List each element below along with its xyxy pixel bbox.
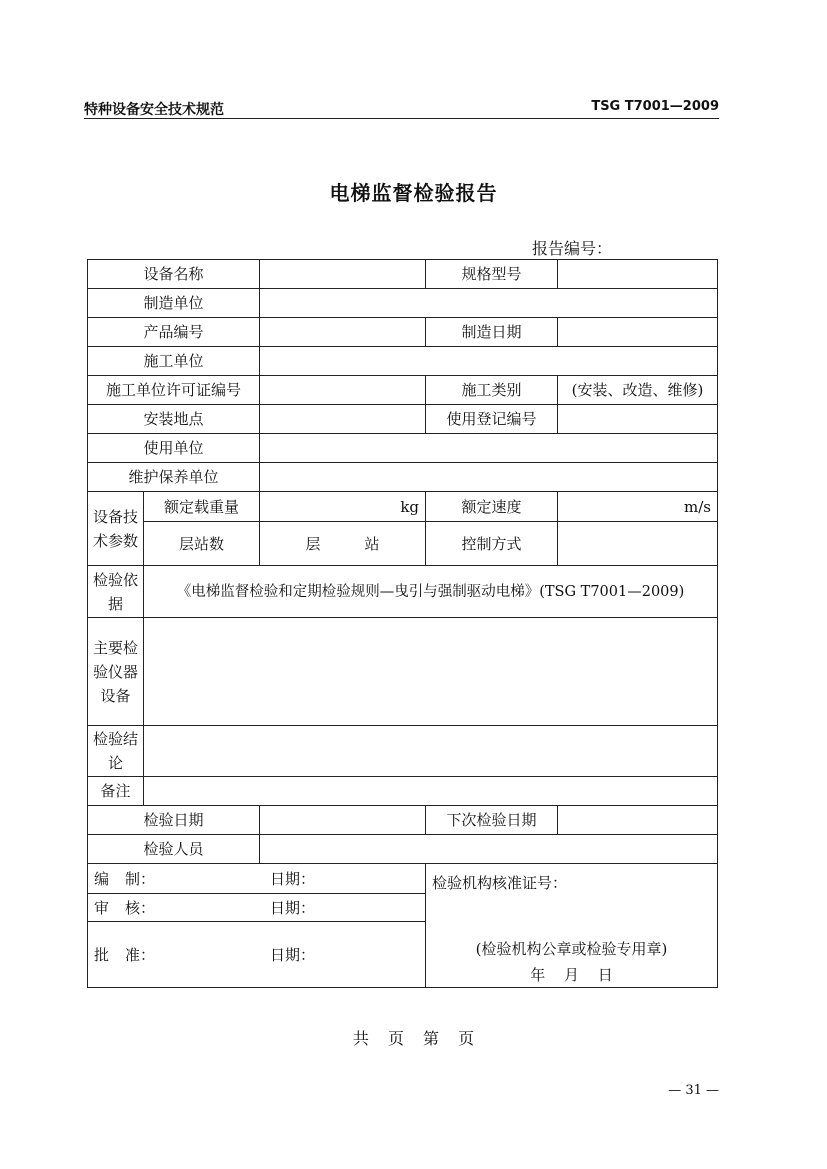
institution-approval-no-label: 检验机构核准证号： (432, 874, 568, 892)
stations-unit-text: 站 (364, 534, 380, 553)
value-spec-model[interactable] (558, 260, 718, 289)
label-main-instruments: 主要检验仪器设备 (88, 618, 144, 726)
label-tech-params: 设备技术参数 (88, 492, 144, 566)
value-usage-reg-no[interactable] (558, 405, 718, 434)
table-row (88, 405, 718, 434)
label-user-unit: 使用单位 (88, 434, 260, 463)
value-construction-unit[interactable] (260, 347, 718, 376)
table-row (88, 864, 718, 894)
table-row (88, 777, 718, 806)
table-row (88, 260, 718, 289)
label-rated-speed: 额定速度 (426, 492, 558, 522)
floors-unit-text: 层 (305, 534, 321, 553)
label-construction-unit: 施工单位 (88, 347, 260, 376)
label-inspectors: 检验人员 (88, 835, 260, 864)
approve-date-label: 日期： (270, 945, 316, 964)
approve-label-b: 准： (125, 945, 156, 964)
table-row (88, 463, 718, 492)
signoff-compile (88, 864, 426, 894)
review-label-a: 审 (94, 898, 110, 917)
inspection-institution-cell (426, 864, 718, 988)
value-construction-license[interactable] (260, 376, 426, 405)
value-rated-load-unit: kg (260, 492, 426, 522)
label-inspection-conclusion: 检验结论 (88, 726, 144, 777)
value-inspection-date[interactable] (260, 806, 426, 835)
header-spec-title: 特种设备安全技术规范 (84, 102, 224, 118)
label-construction-type: 施工类别 (426, 376, 558, 405)
value-construction-type: (安装、改造、维修) (558, 376, 718, 405)
label-construction-license: 施工单位许可证编号 (88, 376, 260, 405)
label-inspection-basis: 检验依据 (88, 566, 144, 618)
value-manufacture-date[interactable] (558, 318, 718, 347)
value-inspection-basis: 《电梯监督检验和定期检验规则—曳引与强制驱动电梯》(TSG T7001—2009) (144, 566, 718, 618)
label-inspection-date: 检验日期 (88, 806, 260, 835)
value-control-mode[interactable] (558, 522, 718, 566)
value-user-unit[interactable] (260, 434, 718, 463)
value-maintenance-unit[interactable] (260, 463, 718, 492)
institution-seal-note: (检验机构公章或检验专用章) (475, 940, 668, 958)
table-row (88, 618, 718, 726)
table-row (88, 492, 718, 522)
report-number-label: 报告编号： (532, 239, 613, 258)
table-row (88, 289, 718, 318)
header-rule (84, 118, 719, 119)
table-row (88, 376, 718, 405)
label-control-mode: 控制方式 (426, 522, 558, 566)
value-manufacturer[interactable] (260, 289, 718, 318)
label-usage-reg-no: 使用登记编号 (426, 405, 558, 434)
value-install-location[interactable] (260, 405, 426, 434)
table-row (88, 434, 718, 463)
table-row (88, 347, 718, 376)
header-standard-code: TSG T7001—2009 (591, 99, 719, 114)
signoff-review (88, 894, 426, 922)
label-rated-load: 额定载重量 (144, 492, 260, 522)
page-title: 电梯监督检验报告 (329, 181, 498, 205)
value-main-instruments[interactable] (144, 618, 718, 726)
review-label-b: 核： (125, 898, 156, 917)
label-product-no: 产品编号 (88, 318, 260, 347)
table-row (88, 522, 718, 566)
label-manufacturer: 制造单位 (88, 289, 260, 318)
compile-label-b: 制： (125, 869, 156, 888)
label-equipment-name: 设备名称 (88, 260, 260, 289)
label-next-inspection-date: 下次检验日期 (426, 806, 558, 835)
table-row (88, 835, 718, 864)
page-number: — 31 — (668, 1083, 719, 1098)
value-floors-stations (260, 522, 426, 566)
approve-label-a: 批 (94, 945, 110, 964)
compile-label-a: 编 (94, 869, 110, 888)
table-row (88, 566, 718, 618)
inspection-report-form (87, 259, 718, 988)
table-row (88, 726, 718, 777)
label-remarks: 备注 (88, 777, 144, 806)
table-row (88, 806, 718, 835)
page-count-footer: 共 页 第 页 (352, 1029, 475, 1048)
value-product-no[interactable] (260, 318, 426, 347)
value-remarks[interactable] (144, 777, 718, 806)
label-maintenance-unit: 维护保养单位 (88, 463, 260, 492)
label-floors-stations: 层站数 (144, 522, 260, 566)
label-manufacture-date: 制造日期 (426, 318, 558, 347)
value-inspectors[interactable] (260, 835, 718, 864)
review-date-label: 日期： (270, 898, 316, 917)
value-equipment-name[interactable] (260, 260, 426, 289)
value-inspection-conclusion[interactable] (144, 726, 718, 777)
institution-seal-date: 年 月 日 (530, 966, 613, 984)
signoff-approve (88, 922, 426, 988)
label-install-location: 安装地点 (88, 405, 260, 434)
label-spec-model: 规格型号 (426, 260, 558, 289)
value-next-inspection-date[interactable] (558, 806, 718, 835)
compile-date-label: 日期： (270, 869, 316, 888)
value-rated-speed-unit: m/s (558, 492, 718, 522)
table-row (88, 318, 718, 347)
